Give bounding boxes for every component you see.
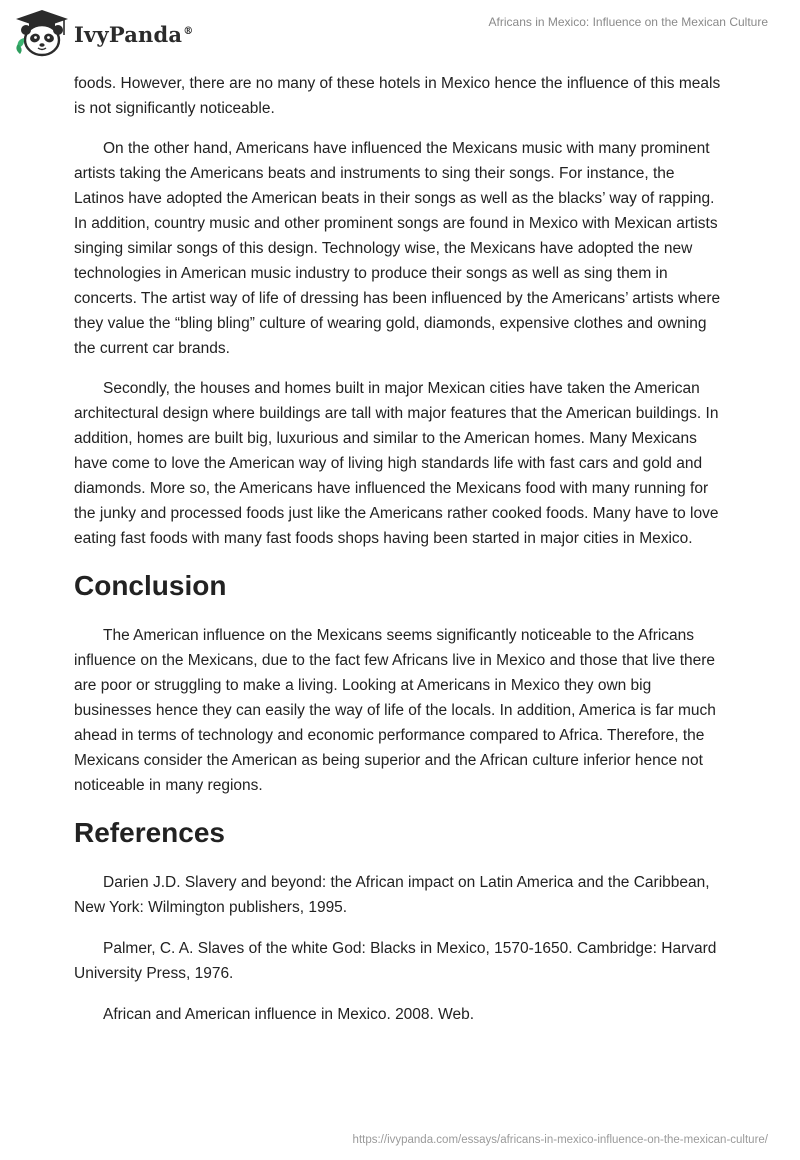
conclusion-heading: Conclusion <box>74 570 227 601</box>
references-heading: References <box>74 817 225 848</box>
reference-item: African and American influence in Mexico. 2008. Web. <box>103 1006 475 1023</box>
source-url[interactable]: https://ivypanda.com/essays/africans-in-mexico-influence-on-the-mexican-culture/ <box>352 1134 768 1146</box>
body-paragraph-1: foods. However, there are no many of these hotels in Mexico hence the influence of this meals is not significantly noticeable. <box>74 75 721 117</box>
panda-graduate-icon <box>14 8 70 58</box>
registered-mark: ® <box>183 25 194 37</box>
ivypanda-logo[interactable] <box>14 8 193 58</box>
reference-item: Darien J.D. Slavery and beyond: the African impact on Latin America and the Caribbean, New York: Wilmington publishers, 1995. <box>74 874 710 916</box>
logo-name: IvyPanda <box>74 21 183 47</box>
body-paragraph-2: On the other hand, Americans have influenced the Mexicans music with many prominent artists taking the Americans beats and instruments to sing their songs. For instance, the Latinos have adopted the American beats in their songs as well as the blacks’ way of rapping. In addition, country music and other prominent songs are found in Mexico with Mexican artists singing similar songs of this design. Technology wise, the Mexicans have adopted the new technologies in American music industry to produce their songs as well as sing them in concerts. The artist way of life of dressing has been influenced by the Americans’ artists where they value the “bling bling” culture of wearing gold, diamonds, expensive clothes and owning the current car brands. <box>74 140 721 357</box>
conclusion-paragraph: The American influence on the Mexicans seems significantly noticeable to the Africans influence on the Mexicans, due to the fact few Africans live in Mexico and those that live there are poor or struggling to make a living. Looking at Americans in Mexico they own big businesses hence they can easily the way of life of the locals. In addition, America is far much ahead in terms of technology and economic performance compared to Africa. Therefore, the Mexicans consider the American as being superior and the African culture inferior hence not noticeable in many regions. <box>74 627 716 794</box>
document-title: Africans in Mexico: Influence on the Mexican Culture <box>488 15 768 29</box>
body-paragraph-3: Secondly, the houses and homes built in major Mexican cities have taken the American architectural design where buildings are tall with major features that the American buildings. In addition, homes are built big, luxurious and similar to the American homes. Many Mexicans have come to love the American way of living high standards life with fast cars and gold and diamonds. More so, the Americans have influenced the Mexicans food with many running for the junky and processed foods just like the Americans rather cooked foods. Many have to love eating fast foods with many fast foods shops having been started in major cities in Mexico. <box>74 380 719 547</box>
references-list <box>74 870 724 1027</box>
page-header <box>0 0 800 60</box>
essay-content <box>74 71 724 1043</box>
reference-item: Palmer, C. A. Slaves of the white God: Blacks in Mexico, 1570-1650. Cambridge: Harvard University Press, 1976. <box>74 940 717 982</box>
logo-wordmark <box>74 22 193 47</box>
